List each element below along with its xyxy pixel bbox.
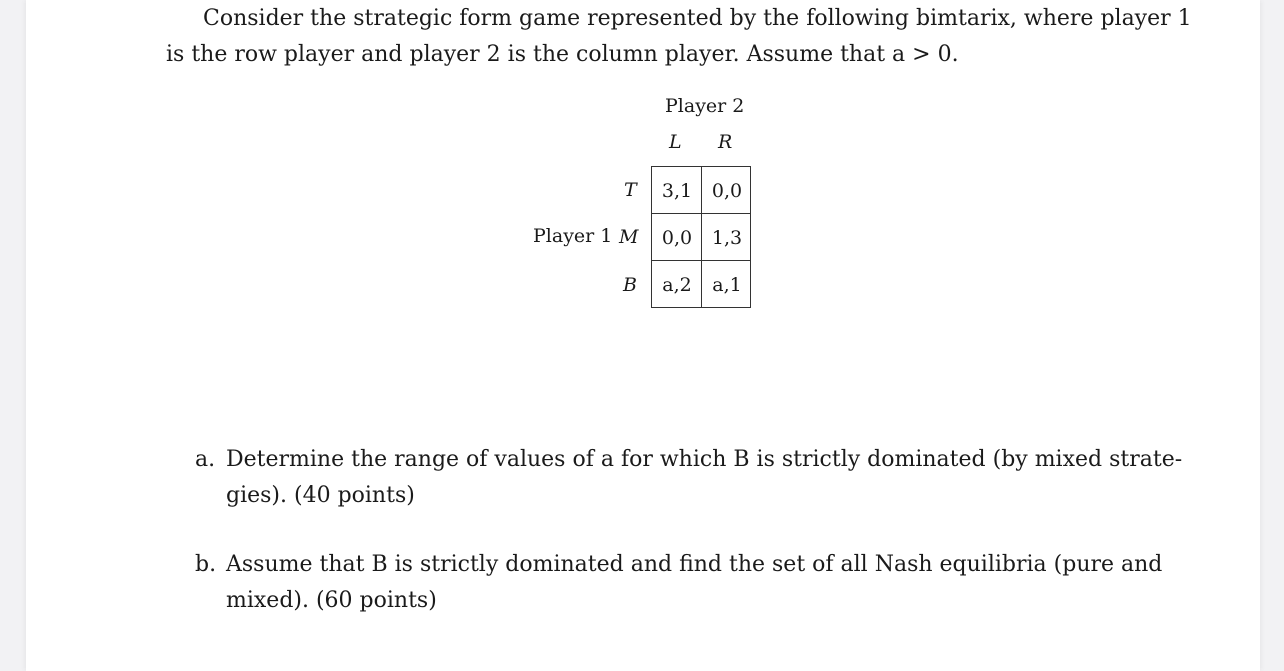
payoff-cell-T-L: 3,1 <box>661 179 693 202</box>
column-strategy-R: R <box>718 131 733 153</box>
document-page <box>26 0 1260 671</box>
intro-line-1: Consider the strategic form game represented by the following bimtarix, where player 1 <box>203 6 1192 31</box>
payoff-cell-T-R: 0,0 <box>711 179 743 202</box>
row-strategy-M: M <box>619 226 639 248</box>
row-player-label: Player 1 <box>533 225 613 247</box>
intro-line-2: is the row player and player 2 is the column player. Assume that a > 0. <box>166 42 959 67</box>
row-strategy-T: T <box>624 179 637 201</box>
payoff-cell-B-L: a,2 <box>662 273 692 296</box>
payoff-cell-B-R: a,1 <box>712 273 742 296</box>
question-a-line-1: Determine the range of values of a for which B is strictly dominated (by mixed strate- <box>226 447 1183 472</box>
question-b-line-1: Assume that B is strictly dominated and find the set of all Nash equilibria (pure and <box>226 552 1163 577</box>
payoff-cell-M-R: 1,3 <box>711 226 743 249</box>
question-b-line-2: mixed). (60 points) <box>226 588 437 613</box>
payoff-matrix <box>651 166 751 308</box>
column-strategy-L: L <box>669 131 682 153</box>
column-player-label: Player 2 <box>665 95 745 117</box>
payoff-cell-M-L: 0,0 <box>661 226 693 249</box>
row-strategy-B: B <box>623 274 637 296</box>
question-a-line-2: gies). (40 points) <box>226 483 415 508</box>
question-b-marker: b. <box>195 552 217 577</box>
question-a-marker: a. <box>195 447 216 472</box>
